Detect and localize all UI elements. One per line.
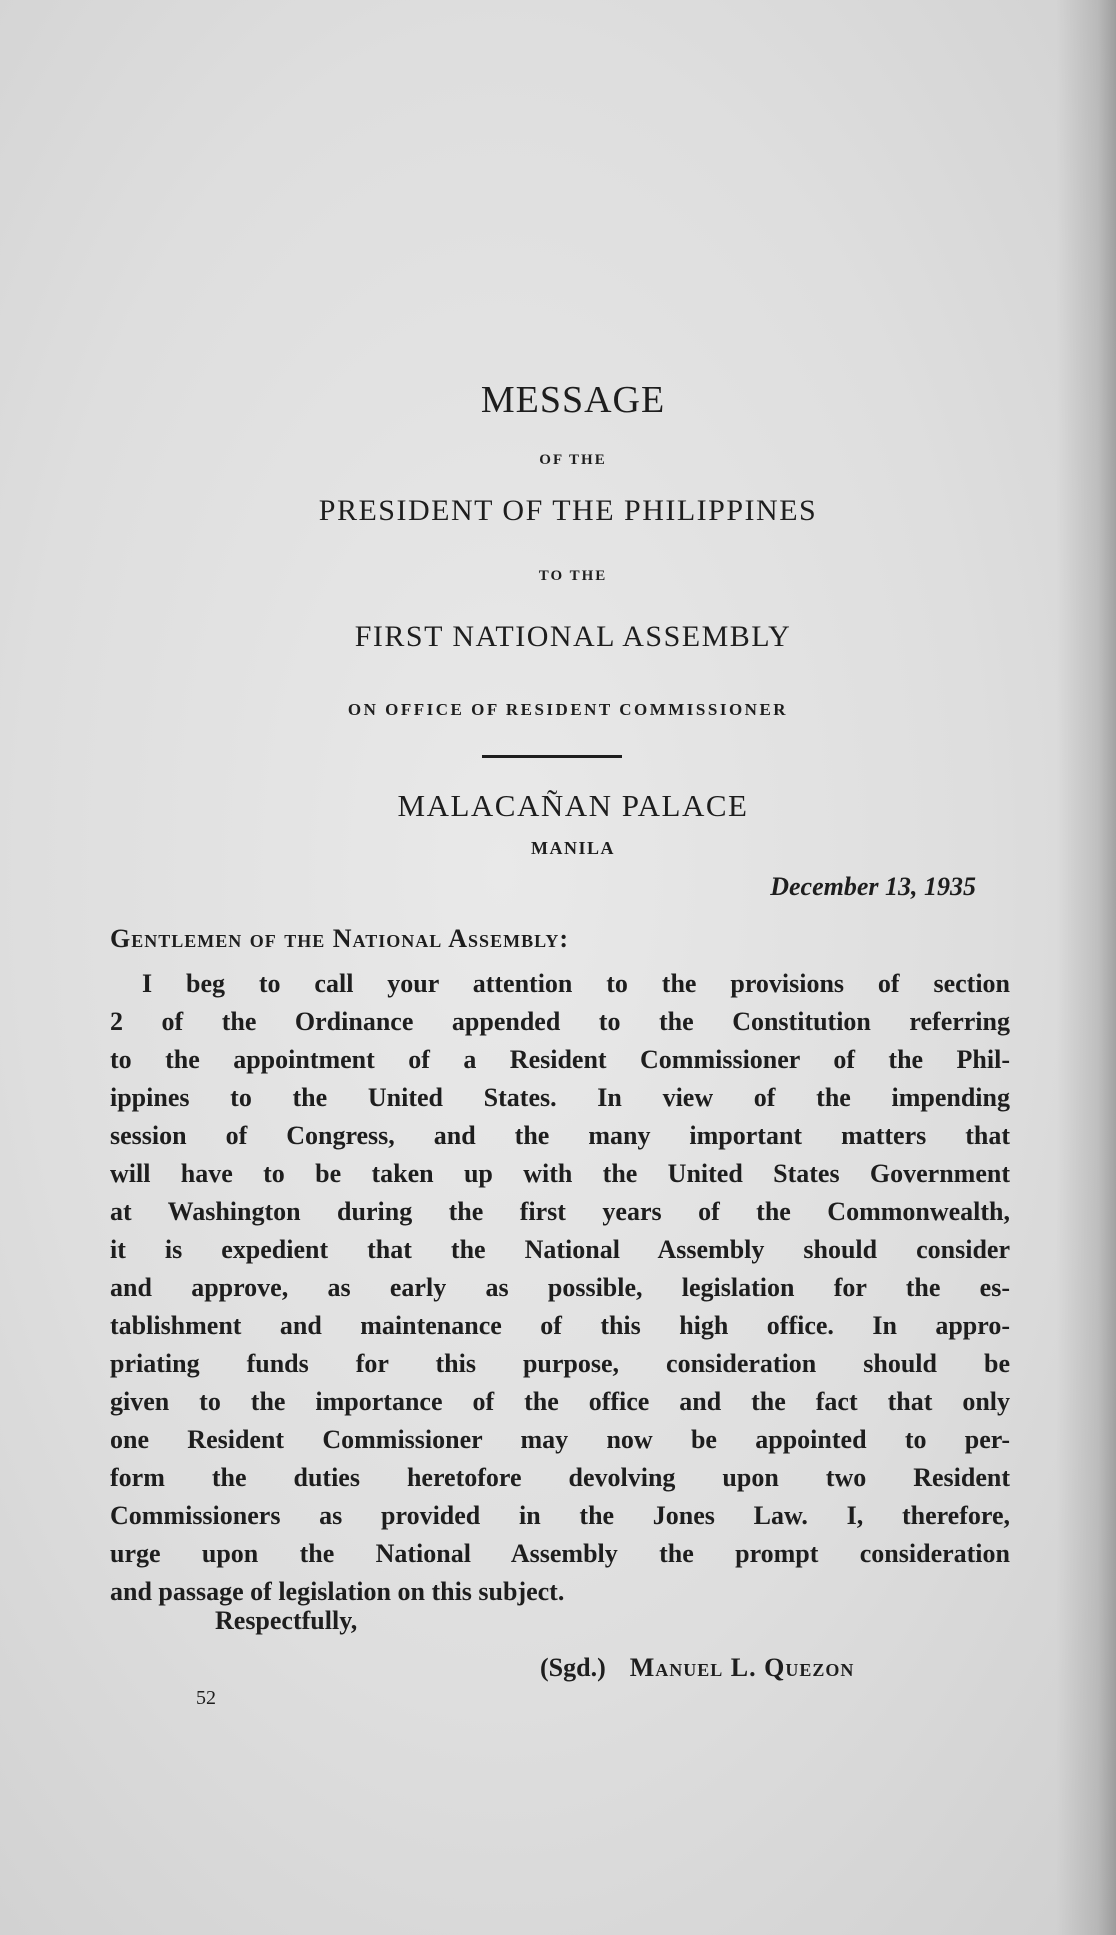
signature-prefix: (Sgd.)	[540, 1653, 606, 1682]
assembly-heading: FIRST NATIONAL ASSEMBLY	[354, 620, 792, 653]
body-line: to the appointment of a Resident Commissioner of the Phil-	[110, 1045, 1010, 1074]
letter-date: December 13, 1935	[770, 872, 976, 901]
divider-rule	[482, 755, 622, 758]
message-title: MESSAGE	[480, 379, 666, 421]
body-line: and approve, as early as possible, legislation for the es-	[110, 1273, 1010, 1302]
page-number: 52	[196, 1687, 216, 1709]
body-line: one Resident Commissioner may now be appointed to per-	[110, 1425, 1010, 1454]
body-line: I beg to call your attention to the provisions of section	[142, 969, 1010, 998]
body-line: given to the importance of the office and the fact that only	[110, 1387, 1010, 1416]
body-line: tablishment and maintenance of this high office. In appro-	[110, 1311, 1010, 1340]
of-the-caption: OF THE	[539, 452, 607, 468]
body-line: form the duties heretofore devolving upon two Resident	[110, 1463, 1010, 1492]
body-line: will have to be taken up with the United States Government	[110, 1159, 1010, 1188]
palace-heading: MALACAÑAN PALACE	[397, 788, 749, 823]
body-line: 2 of the Ordinance appended to the Constitution referring	[110, 1007, 1010, 1036]
page-edge-shadow	[1056, 0, 1116, 1935]
salutation: Gentlemen of the National Assembly:	[110, 924, 570, 953]
signature-name: Manuel L. Quezon	[629, 1653, 855, 1682]
body-line: urge upon the National Assembly the prompt consideration	[110, 1539, 1010, 1568]
body-line: ippines to the United States. In view of the impending	[110, 1083, 1010, 1112]
body-line: at Washington during the first years of the Commonwealth,	[110, 1197, 1010, 1226]
city-heading: MANILA	[531, 838, 615, 858]
president-heading: PRESIDENT OF THE PHILIPPINES	[318, 494, 818, 527]
signature-block	[540, 1653, 854, 1683]
body-line: Commissioners as provided in the Jones Law. I, therefore,	[110, 1501, 1010, 1530]
letter-body	[110, 965, 1010, 1611]
body-line: session of Congress, and the many important matters that	[110, 1121, 1010, 1150]
to-the-caption: TO THE	[538, 568, 608, 584]
closing: Respectfully,	[215, 1606, 358, 1635]
body-line: it is expedient that the National Assembly should consider	[110, 1235, 1010, 1264]
body-line: priating funds for this purpose, consideration should be	[110, 1349, 1010, 1378]
subject-heading: ON OFFICE OF RESIDENT COMMISSIONER	[347, 700, 789, 719]
body-line: and passage of legislation on this subject.	[110, 1577, 565, 1606]
